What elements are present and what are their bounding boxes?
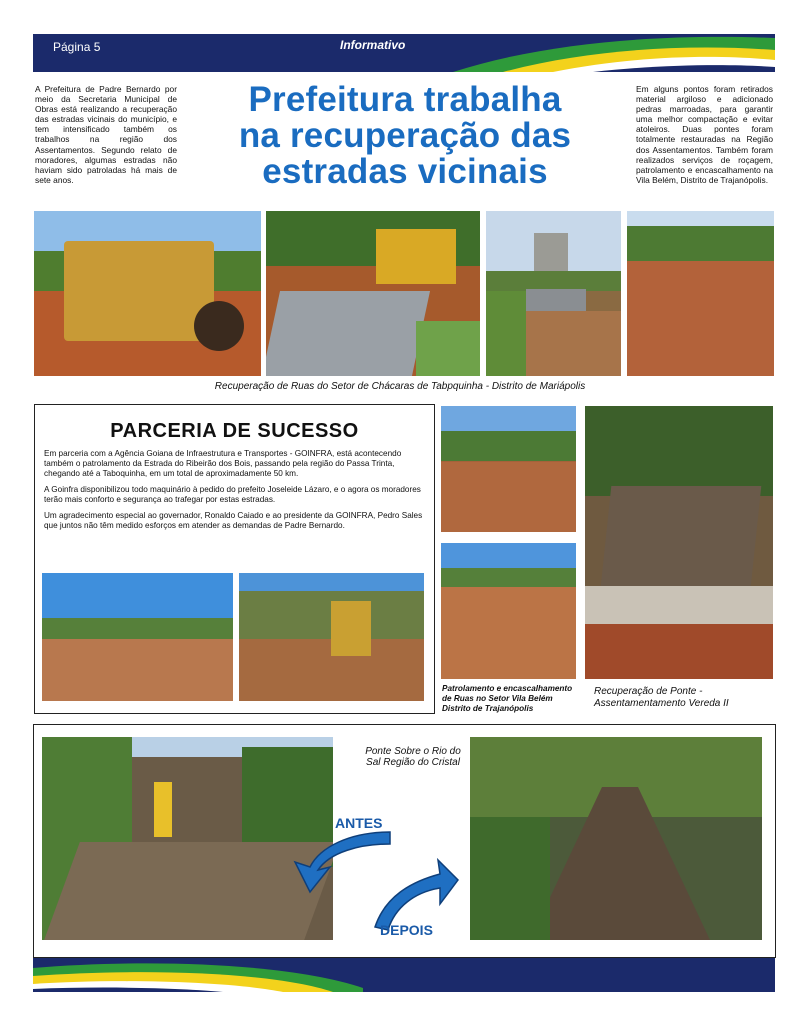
photo-goinfra-grader [239, 573, 424, 701]
footer-band [33, 958, 775, 992]
page-number: Página 5 [53, 40, 101, 54]
section-title: Informativo [340, 38, 406, 52]
photo-backhoe-stones [266, 211, 480, 376]
photo-motor-grader [34, 211, 261, 376]
photo-bridge-after [470, 737, 762, 940]
intro-right-text: Em alguns pontos foram retirados material argiloso e adicionado pedras marroadas, para garantir uma melhor compactação e evitar atoleiros. Duas pontes foram totalmente restauradas na Região dos Assentamentos. Também foram realizados serviços de roçagem, patrolamento e encascalhamento na Vila Belém, Distrito de Trajanópolis. [636, 84, 773, 185]
before-after-caption: Ponte Sobre o Rio do Sal Região do Cristal [365, 746, 461, 768]
caption-top-photos: Recuperação de Ruas do Setor de Chácaras de Tabpquinha - Distrito de Mariápolis [214, 381, 586, 392]
partnership-paragraph: A Goinfra disponibilizou todo maquinário à pedido do prefeito Joseleide Lázaro, e o agora os moradores terão mais conforto e segurança ao trafegar por estas estradas. [44, 485, 421, 504]
headline-line-2: na recuperação das [238, 116, 572, 155]
before-after-arrows [290, 812, 460, 942]
photo-vila-belem-street [441, 406, 576, 532]
label-after: DEPOIS [380, 922, 433, 938]
photo-ponte-vereda [585, 406, 773, 679]
footer-band-graphic [33, 958, 775, 992]
partnership-paragraph: Um agradecimento especial ao governador, Ronaldo Caiado e ao presidente da GOINFRA, Pedro Sales que juntos não têm medido esforços em atender as demandas de Padre Bernardo. [44, 511, 423, 530]
caption-ponte: Recuperação de Ponte - Assentamentamento Vereda II [594, 686, 729, 709]
headline-line-1: Prefeitura trabalha [248, 80, 562, 119]
label-before: ANTES [335, 815, 383, 831]
partnership-title: PARCERIA DE SUCESSO [110, 420, 359, 442]
headline [190, 82, 620, 190]
headline-line-3: estradas vicinais [262, 152, 548, 191]
arrow-right-icon [375, 860, 458, 930]
photo-vila-belem-road [441, 543, 576, 679]
header-band [33, 34, 775, 72]
arrow-left-icon [295, 832, 390, 892]
caption-vila-belem: Patrolamento e encascalhamento de Ruas no Setor Vila Belém Distrito de Trajanópolis [442, 684, 573, 713]
partnership-paragraph: Em parceria com a Agência Goiana de Infraestrutura e Transportes - GOINFRA, está acontecendo também o patrolamento da Estrada do Ribeirão dos Bois, passando pela região do Passa Trinta, chegando até a Taboquinha, em um total de aproximadamente 50 km. [44, 449, 402, 478]
photo-red-dirt-road [627, 211, 774, 376]
photo-bridge-stones [486, 211, 621, 376]
intro-left-text: A Prefeitura de Padre Bernardo por meio da Secretaria Municipal de Obras está realizando a recuperação das estradas vicinais do município, e tem intensificado também os trabalhos na região dos Assentamentos. Segundo relato de moradores, algumas estradas não haviam sido patroladas há mais de sete anos. [35, 84, 177, 185]
partnership-body [44, 449, 424, 537]
photo-goinfra-road [42, 573, 233, 701]
